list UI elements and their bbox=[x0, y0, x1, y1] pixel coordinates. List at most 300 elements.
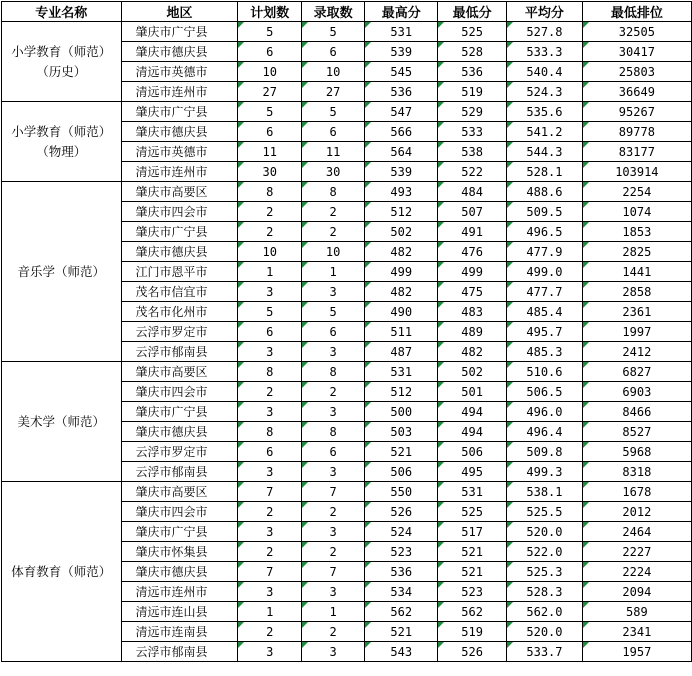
plan-count-value: 2 bbox=[266, 224, 274, 239]
max-score-cell bbox=[365, 562, 438, 582]
cell-marker-icon bbox=[583, 162, 589, 168]
cell-marker-icon bbox=[583, 282, 589, 288]
avg-score-value: 544.3 bbox=[526, 144, 563, 159]
cell-marker-icon bbox=[302, 122, 308, 128]
max-score-value: 562 bbox=[390, 604, 413, 619]
min-score-value: 525 bbox=[461, 24, 483, 39]
max-score-cell bbox=[365, 462, 438, 482]
cell-marker-icon bbox=[507, 302, 513, 308]
header-row bbox=[2, 2, 692, 22]
max-score-value: 482 bbox=[390, 244, 413, 259]
cell-marker-icon bbox=[583, 362, 589, 368]
min-score-cell bbox=[438, 382, 507, 402]
cell-marker-icon bbox=[583, 522, 589, 528]
min-score-value: 562 bbox=[461, 604, 483, 619]
min-rank-value: 1997 bbox=[622, 324, 652, 339]
region-value: 肇庆市广宁县 bbox=[135, 525, 208, 539]
min-score-value: 521 bbox=[461, 564, 483, 579]
min-rank-cell bbox=[582, 162, 691, 182]
min-score-cell bbox=[438, 42, 507, 62]
admitted-count-cell bbox=[301, 502, 364, 522]
max-score-value: 487 bbox=[390, 344, 413, 359]
avg-score-cell bbox=[507, 302, 583, 322]
cell-marker-icon bbox=[583, 642, 589, 648]
cell-marker-icon bbox=[507, 502, 513, 508]
avg-score-value: 535.6 bbox=[526, 104, 563, 119]
min-rank-cell bbox=[582, 542, 691, 562]
max-score-cell bbox=[365, 382, 438, 402]
min-rank-cell bbox=[582, 42, 691, 62]
plan-count-value: 3 bbox=[266, 524, 274, 539]
cell-marker-icon bbox=[365, 22, 371, 28]
max-score-cell bbox=[365, 262, 438, 282]
region-value: 肇庆市广宁县 bbox=[135, 25, 208, 39]
avg-score-cell bbox=[507, 342, 583, 362]
plan-count-cell bbox=[238, 102, 301, 122]
cell-marker-icon bbox=[302, 182, 308, 188]
cell-marker-icon bbox=[365, 62, 371, 68]
header-avg-score: 平均分 bbox=[507, 2, 583, 22]
plan-count-value: 5 bbox=[266, 24, 274, 39]
admitted-count-cell bbox=[301, 462, 364, 482]
admitted-count-cell bbox=[301, 102, 364, 122]
avg-score-cell bbox=[507, 62, 583, 82]
cell-marker-icon bbox=[438, 142, 444, 148]
region-cell bbox=[121, 282, 238, 302]
min-rank-cell bbox=[582, 422, 691, 442]
cell-marker-icon bbox=[238, 282, 244, 288]
max-score-value: 500 bbox=[390, 404, 413, 419]
region-value: 肇庆市广宁县 bbox=[135, 225, 208, 239]
admitted-count-value: 2 bbox=[329, 384, 337, 399]
cell-marker-icon bbox=[438, 582, 444, 588]
max-score-cell bbox=[365, 482, 438, 502]
region-value: 肇庆市广宁县 bbox=[135, 405, 208, 419]
cell-marker-icon bbox=[507, 322, 513, 328]
min-score-cell bbox=[438, 562, 507, 582]
min-rank-cell bbox=[582, 562, 691, 582]
cell-marker-icon bbox=[365, 602, 371, 608]
region-value: 肇庆市高要区 bbox=[135, 485, 208, 499]
min-score-cell bbox=[438, 82, 507, 102]
cell-marker-icon bbox=[438, 42, 444, 48]
avg-score-value: 496.5 bbox=[526, 224, 563, 239]
min-score-value: 506 bbox=[461, 444, 483, 459]
admitted-count-value: 3 bbox=[329, 584, 337, 599]
min-rank-value: 2227 bbox=[622, 544, 652, 559]
region-cell bbox=[121, 602, 238, 622]
avg-score-value: 538.1 bbox=[526, 484, 563, 499]
cell-marker-icon bbox=[438, 222, 444, 228]
min-score-value: 494 bbox=[461, 404, 483, 419]
min-score-value: 528 bbox=[461, 44, 483, 59]
region-value: 江门市恩平市 bbox=[135, 265, 208, 279]
cell-marker-icon bbox=[238, 82, 244, 88]
min-rank-value: 25803 bbox=[618, 64, 655, 79]
min-score-cell bbox=[438, 482, 507, 502]
region-value: 肇庆市四会市 bbox=[135, 505, 208, 519]
min-rank-value: 6827 bbox=[622, 364, 652, 379]
cell-marker-icon bbox=[302, 402, 308, 408]
min-score-cell bbox=[438, 242, 507, 262]
cell-marker-icon bbox=[438, 182, 444, 188]
avg-score-cell bbox=[507, 562, 583, 582]
max-score-value: 566 bbox=[390, 124, 413, 139]
region-cell bbox=[121, 122, 238, 142]
max-score-cell bbox=[365, 122, 438, 142]
region-cell bbox=[121, 322, 238, 342]
cell-marker-icon bbox=[302, 602, 308, 608]
max-score-cell bbox=[365, 522, 438, 542]
admitted-count-value: 5 bbox=[329, 104, 337, 119]
cell-marker-icon bbox=[238, 502, 244, 508]
max-score-value: 564 bbox=[390, 144, 413, 159]
cell-marker-icon bbox=[238, 402, 244, 408]
min-rank-value: 89778 bbox=[618, 124, 655, 139]
cell-marker-icon bbox=[507, 542, 513, 548]
cell-marker-icon bbox=[583, 482, 589, 488]
min-score-cell bbox=[438, 202, 507, 222]
min-rank-cell bbox=[582, 582, 691, 602]
max-score-cell bbox=[365, 162, 438, 182]
min-rank-cell bbox=[582, 202, 691, 222]
min-rank-cell bbox=[582, 482, 691, 502]
plan-count-cell bbox=[238, 342, 301, 362]
cell-marker-icon bbox=[438, 342, 444, 348]
avg-score-value: 499.0 bbox=[526, 264, 563, 279]
plan-count-value: 6 bbox=[266, 444, 274, 459]
avg-score-cell bbox=[507, 442, 583, 462]
min-rank-cell bbox=[582, 602, 691, 622]
cell-marker-icon bbox=[238, 442, 244, 448]
cell-marker-icon bbox=[365, 102, 371, 108]
cell-marker-icon bbox=[238, 182, 244, 188]
min-rank-value: 589 bbox=[626, 604, 648, 619]
plan-count-value: 6 bbox=[266, 44, 274, 59]
plan-count-cell bbox=[238, 642, 301, 662]
header-admitted: 录取数 bbox=[301, 2, 364, 22]
min-rank-value: 2341 bbox=[622, 624, 652, 639]
min-score-value: 531 bbox=[461, 484, 483, 499]
cell-marker-icon bbox=[302, 262, 308, 268]
admitted-count-value: 3 bbox=[329, 344, 337, 359]
cell-marker-icon bbox=[302, 482, 308, 488]
plan-count-value: 6 bbox=[266, 324, 274, 339]
min-rank-value: 8318 bbox=[622, 464, 652, 479]
max-score-cell bbox=[365, 82, 438, 102]
min-rank-value: 2858 bbox=[622, 284, 652, 299]
max-score-cell bbox=[365, 62, 438, 82]
region-cell bbox=[121, 522, 238, 542]
min-score-cell bbox=[438, 422, 507, 442]
plan-count-cell bbox=[238, 522, 301, 542]
cell-marker-icon bbox=[507, 122, 513, 128]
cell-marker-icon bbox=[365, 502, 371, 508]
region-cell bbox=[121, 182, 238, 202]
min-rank-cell bbox=[582, 82, 691, 102]
max-score-value: 536 bbox=[390, 84, 413, 99]
cell-marker-icon bbox=[583, 82, 589, 88]
min-rank-cell bbox=[582, 342, 691, 362]
max-score-cell bbox=[365, 322, 438, 342]
major-name-cell: 小学教育（师范）（物理） bbox=[2, 102, 122, 182]
cell-marker-icon bbox=[507, 142, 513, 148]
plan-count-cell bbox=[238, 462, 301, 482]
admitted-count-value: 8 bbox=[329, 184, 337, 199]
cell-marker-icon bbox=[365, 342, 371, 348]
max-score-cell bbox=[365, 22, 438, 42]
min-score-value: 491 bbox=[461, 224, 483, 239]
cell-marker-icon bbox=[438, 242, 444, 248]
min-score-value: 517 bbox=[461, 524, 483, 539]
cell-marker-icon bbox=[238, 222, 244, 228]
cell-marker-icon bbox=[583, 142, 589, 148]
cell-marker-icon bbox=[365, 222, 371, 228]
max-score-value: 534 bbox=[390, 584, 413, 599]
min-rank-cell bbox=[582, 282, 691, 302]
admitted-count-cell bbox=[301, 282, 364, 302]
cell-marker-icon bbox=[507, 62, 513, 68]
cell-marker-icon bbox=[302, 302, 308, 308]
avg-score-cell bbox=[507, 542, 583, 562]
plan-count-value: 2 bbox=[266, 504, 274, 519]
plan-count-value: 10 bbox=[262, 64, 277, 79]
cell-marker-icon bbox=[583, 622, 589, 628]
region-value: 肇庆市德庆县 bbox=[135, 425, 208, 439]
plan-count-value: 30 bbox=[262, 164, 277, 179]
admitted-count-cell bbox=[301, 302, 364, 322]
min-rank-value: 103914 bbox=[615, 164, 659, 179]
max-score-cell bbox=[365, 142, 438, 162]
max-score-cell bbox=[365, 362, 438, 382]
cell-marker-icon bbox=[438, 622, 444, 628]
max-score-value: 523 bbox=[390, 544, 413, 559]
cell-marker-icon bbox=[302, 242, 308, 248]
admitted-count-cell bbox=[301, 622, 364, 642]
avg-score-cell bbox=[507, 122, 583, 142]
min-score-cell bbox=[438, 162, 507, 182]
region-value: 清远市英德市 bbox=[135, 145, 208, 159]
min-score-cell bbox=[438, 522, 507, 542]
cell-marker-icon bbox=[507, 382, 513, 388]
min-rank-value: 2254 bbox=[622, 184, 652, 199]
min-score-cell bbox=[438, 362, 507, 382]
cell-marker-icon bbox=[583, 582, 589, 588]
max-score-cell bbox=[365, 282, 438, 302]
min-rank-value: 1853 bbox=[622, 224, 652, 239]
plan-count-cell bbox=[238, 62, 301, 82]
region-cell bbox=[121, 42, 238, 62]
plan-count-value: 7 bbox=[266, 484, 274, 499]
admitted-count-cell bbox=[301, 202, 364, 222]
cell-marker-icon bbox=[302, 22, 308, 28]
min-rank-cell bbox=[582, 442, 691, 462]
region-value: 茂名市信宜市 bbox=[135, 285, 208, 299]
min-score-value: 484 bbox=[461, 184, 483, 199]
min-score-value: 533 bbox=[461, 124, 483, 139]
cell-marker-icon bbox=[438, 322, 444, 328]
admitted-count-value: 6 bbox=[329, 44, 337, 59]
cell-marker-icon bbox=[365, 582, 371, 588]
admission-table bbox=[1, 1, 692, 662]
avg-score-value: 524.3 bbox=[526, 84, 563, 99]
avg-score-value: 495.7 bbox=[526, 324, 563, 339]
max-score-value: 490 bbox=[390, 304, 413, 319]
min-rank-cell bbox=[582, 462, 691, 482]
plan-count-cell bbox=[238, 382, 301, 402]
admitted-count-value: 2 bbox=[329, 624, 337, 639]
avg-score-value: 506.5 bbox=[526, 384, 563, 399]
max-score-cell bbox=[365, 422, 438, 442]
region-cell bbox=[121, 422, 238, 442]
region-value: 云浮市郁南县 bbox=[135, 465, 208, 479]
cell-marker-icon bbox=[238, 22, 244, 28]
min-rank-value: 6903 bbox=[622, 384, 652, 399]
admitted-count-cell bbox=[301, 22, 364, 42]
min-score-value: 519 bbox=[461, 84, 483, 99]
plan-count-cell bbox=[238, 402, 301, 422]
region-value: 肇庆市德庆县 bbox=[135, 125, 208, 139]
min-score-value: 521 bbox=[461, 544, 483, 559]
cell-marker-icon bbox=[438, 102, 444, 108]
min-rank-value: 1441 bbox=[622, 264, 652, 279]
plan-count-cell bbox=[238, 82, 301, 102]
avg-score-cell bbox=[507, 582, 583, 602]
avg-score-value: 485.3 bbox=[526, 344, 563, 359]
avg-score-value: 525.5 bbox=[526, 504, 563, 519]
admitted-count-value: 3 bbox=[329, 404, 337, 419]
min-score-cell bbox=[438, 302, 507, 322]
plan-count-value: 3 bbox=[266, 344, 274, 359]
region-value: 清远市连山县 bbox=[135, 605, 208, 619]
min-score-cell bbox=[438, 582, 507, 602]
min-rank-value: 8527 bbox=[622, 424, 652, 439]
admitted-count-cell bbox=[301, 342, 364, 362]
cell-marker-icon bbox=[507, 462, 513, 468]
max-score-value: 512 bbox=[390, 204, 413, 219]
region-cell bbox=[121, 502, 238, 522]
avg-score-value: 510.6 bbox=[526, 364, 563, 379]
cell-marker-icon bbox=[365, 482, 371, 488]
admitted-count-value: 5 bbox=[329, 24, 337, 39]
plan-count-value: 1 bbox=[266, 264, 274, 279]
min-score-cell bbox=[438, 342, 507, 362]
region-cell bbox=[121, 62, 238, 82]
avg-score-cell bbox=[507, 242, 583, 262]
cell-marker-icon bbox=[583, 542, 589, 548]
cell-marker-icon bbox=[365, 142, 371, 148]
major-name-cell: 美术学（师范） bbox=[2, 362, 122, 482]
min-rank-value: 2361 bbox=[622, 304, 652, 319]
avg-score-value: 485.4 bbox=[526, 304, 563, 319]
avg-score-value: 477.7 bbox=[526, 284, 563, 299]
plan-count-value: 3 bbox=[266, 284, 274, 299]
cell-marker-icon bbox=[583, 502, 589, 508]
table-row bbox=[2, 102, 692, 122]
admitted-count-cell bbox=[301, 602, 364, 622]
min-rank-cell bbox=[582, 22, 691, 42]
min-score-value: 536 bbox=[461, 64, 483, 79]
max-score-cell bbox=[365, 242, 438, 262]
max-score-cell bbox=[365, 222, 438, 242]
min-score-cell bbox=[438, 502, 507, 522]
admitted-count-value: 6 bbox=[329, 324, 337, 339]
cell-marker-icon bbox=[583, 382, 589, 388]
cell-marker-icon bbox=[507, 242, 513, 248]
admitted-count-cell bbox=[301, 82, 364, 102]
plan-count-value: 8 bbox=[266, 424, 274, 439]
admitted-count-cell bbox=[301, 362, 364, 382]
plan-count-cell bbox=[238, 42, 301, 62]
region-value: 清远市英德市 bbox=[135, 65, 208, 79]
plan-count-cell bbox=[238, 302, 301, 322]
min-score-cell bbox=[438, 22, 507, 42]
region-cell bbox=[121, 342, 238, 362]
cell-marker-icon bbox=[583, 462, 589, 468]
admitted-count-value: 1 bbox=[329, 264, 337, 279]
region-value: 清远市连南县 bbox=[135, 625, 208, 639]
cell-marker-icon bbox=[583, 422, 589, 428]
min-score-value: 522 bbox=[461, 164, 483, 179]
cell-marker-icon bbox=[438, 422, 444, 428]
cell-marker-icon bbox=[438, 22, 444, 28]
min-rank-cell bbox=[582, 242, 691, 262]
avg-score-value: 533.3 bbox=[526, 44, 563, 59]
cell-marker-icon bbox=[238, 642, 244, 648]
cell-marker-icon bbox=[438, 262, 444, 268]
plan-count-value: 2 bbox=[266, 384, 274, 399]
plan-count-value: 8 bbox=[266, 184, 274, 199]
cell-marker-icon bbox=[507, 82, 513, 88]
cell-marker-icon bbox=[238, 242, 244, 248]
avg-score-cell bbox=[507, 222, 583, 242]
min-score-value: 529 bbox=[461, 104, 483, 119]
avg-score-cell bbox=[507, 102, 583, 122]
region-value: 肇庆市广宁县 bbox=[135, 105, 208, 119]
min-rank-value: 36649 bbox=[618, 84, 655, 99]
plan-count-cell bbox=[238, 182, 301, 202]
cell-marker-icon bbox=[507, 602, 513, 608]
avg-score-value: 509.8 bbox=[526, 444, 563, 459]
max-score-value: 531 bbox=[390, 24, 413, 39]
min-score-value: 494 bbox=[461, 424, 483, 439]
cell-marker-icon bbox=[583, 342, 589, 348]
avg-score-cell bbox=[507, 262, 583, 282]
table-row bbox=[2, 362, 692, 382]
max-score-cell bbox=[365, 182, 438, 202]
min-score-cell bbox=[438, 122, 507, 142]
max-score-value: 543 bbox=[390, 644, 413, 659]
cell-marker-icon bbox=[365, 562, 371, 568]
plan-count-value: 3 bbox=[266, 644, 274, 659]
max-score-value: 531 bbox=[390, 364, 413, 379]
avg-score-value: 499.3 bbox=[526, 464, 563, 479]
cell-marker-icon bbox=[365, 82, 371, 88]
avg-score-value: 520.0 bbox=[526, 624, 563, 639]
cell-marker-icon bbox=[365, 362, 371, 368]
min-score-cell bbox=[438, 442, 507, 462]
cell-marker-icon bbox=[583, 402, 589, 408]
min-score-cell bbox=[438, 602, 507, 622]
cell-marker-icon bbox=[438, 522, 444, 528]
region-value: 茂名市化州市 bbox=[135, 305, 208, 319]
admitted-count-cell bbox=[301, 322, 364, 342]
plan-count-value: 8 bbox=[266, 364, 274, 379]
cell-marker-icon bbox=[507, 582, 513, 588]
cell-marker-icon bbox=[238, 422, 244, 428]
cell-marker-icon bbox=[507, 642, 513, 648]
min-score-cell bbox=[438, 322, 507, 342]
